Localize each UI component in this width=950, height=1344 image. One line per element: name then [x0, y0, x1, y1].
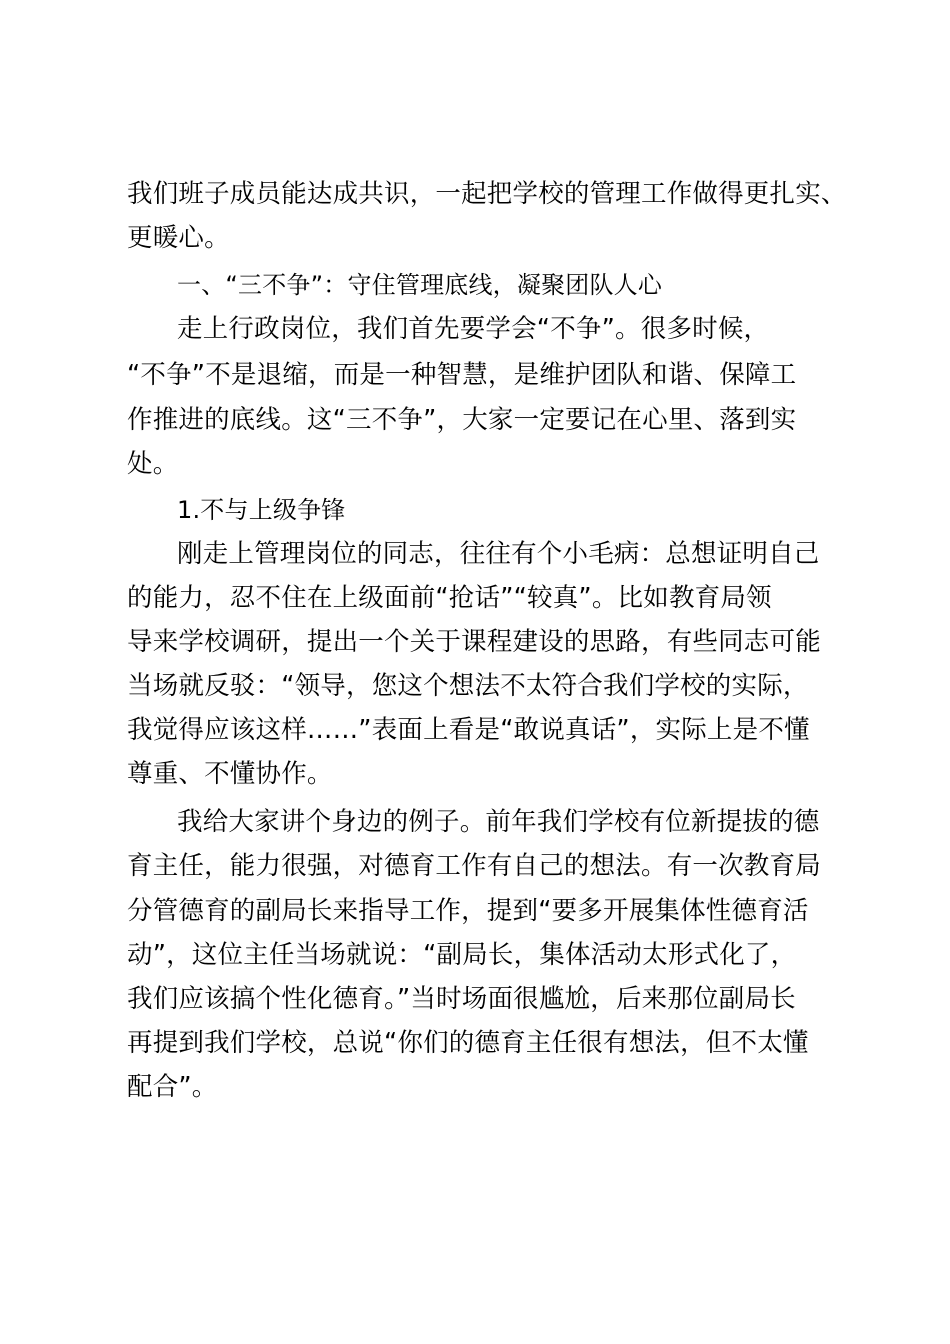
paragraph-line: 动”，这位主任当场就说：“副局长，集体活动太形式化了，: [127, 940, 797, 970]
paragraph-line: “不争”不是退缩，而是一种智慧，是维护团队和谐、保障工: [127, 360, 797, 390]
paragraph-line: 更暖心。: [127, 223, 230, 253]
paragraph-line: 刚走上管理岗位的同志，往往有个小毛病：总想证明自己: [177, 539, 820, 569]
paragraph-line: 导来学校调研，提出一个关于课程建设的思路，有些同志可能: [127, 627, 821, 657]
paragraph-line: 分管德育的副局长来指导工作，提到“要多开展集体性德育活: [127, 896, 809, 926]
paragraph-line: 的能力，忍不住在上级面前“抢话”“较真”。比如教育局领: [127, 583, 772, 613]
subsection-heading: 1.不与上级争锋: [177, 496, 346, 524]
paragraph-line: 走上行政岗位，我们首先要学会“不争”。很多时候，: [177, 314, 770, 344]
paragraph-line: 当场就反驳：“领导，您这个想法不太符合我们学校的实际，: [127, 671, 809, 701]
paragraph-line: 尊重、不懂协作。: [127, 759, 333, 789]
paragraph-line: 处。: [127, 449, 179, 479]
paragraph-line: 我们班子成员能达成共识，一起把学校的管理工作做得更扎实、: [127, 179, 847, 209]
paragraph-line: 再提到我们学校，总说“你们的德育主任很有想法，但不太懂: [127, 1028, 809, 1058]
paragraph-line: 我觉得应该这样……”表面上看是“敢说真话”，实际上是不懂: [127, 715, 810, 745]
paragraph-line: 我们应该搞个性化德育。”当时场面很尴尬，后来那位副局长: [127, 984, 796, 1014]
section-heading: 一、“三不争”：守住管理底线，凝聚团队人心: [177, 271, 663, 299]
paragraph-line: 配合”。: [127, 1072, 218, 1102]
paragraph-line: 作推进的底线。这“三不争”，大家一定要记在心里、落到实: [127, 405, 797, 435]
paragraph-line: 育主任，能力很强，对德育工作有自己的想法。有一次教育局: [127, 851, 821, 881]
paragraph-line: 我给大家讲个身边的例子。前年我们学校有位新提拔的德: [177, 807, 820, 837]
